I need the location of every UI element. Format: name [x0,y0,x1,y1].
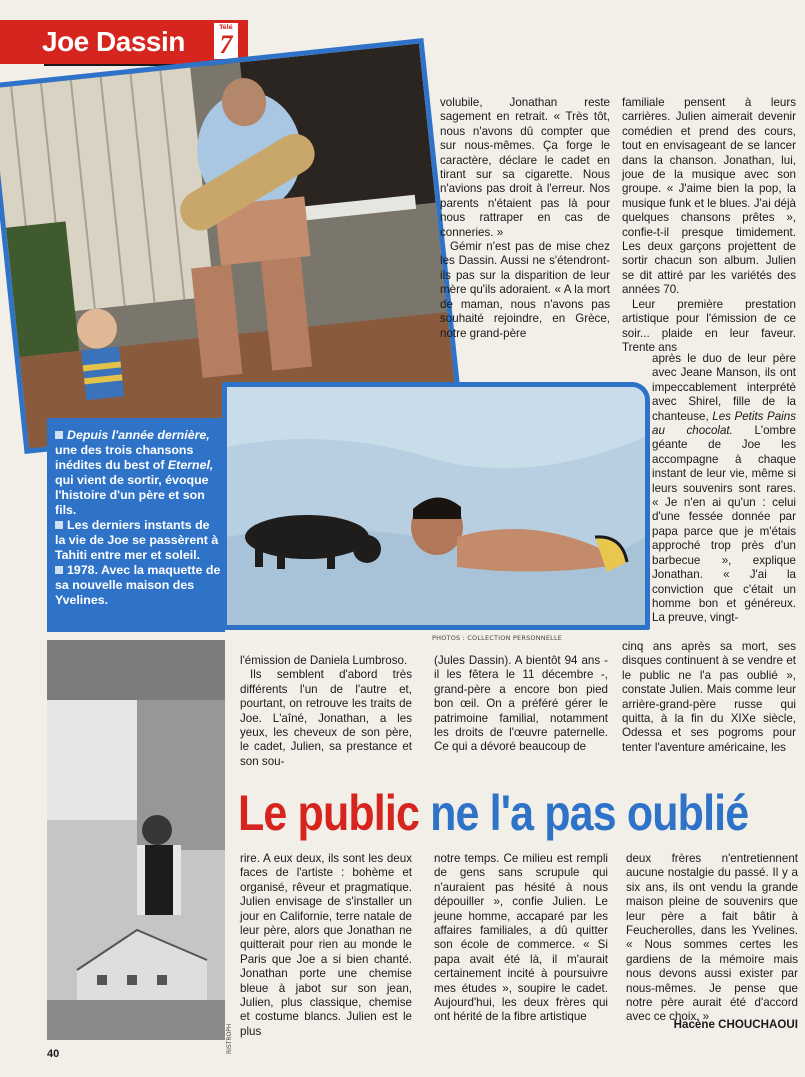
paragraph: l'émission de Daniela Lumbroso. [240,654,408,667]
paragraph: familiale pensent à leurs carrières. Julien aimerait devenir comédien et prend des cours, tout en envisageant de se lancer dans la chanson. Jonathan, lui, joue de la musique avec son groupe. « J'aime bien la pop, la musique funk et le blues. J'ai déjà quelques chansons prêtes », confie-t-il presque timidement. Les deux garçons projettent de sortir chacun son album. Julien se dit attiré par les variétés des années 70. [622,96,796,297]
article-column-right-wide [622,640,796,760]
logo-digit: 7 [219,30,233,59]
headline [238,782,749,844]
paragraph: cinq ans après sa mort, ses disques continuent à se vendre et le public ne l'a pas oublié », constate Julien. Mais comme leur arrière-grand-père russe qui quitta, à la fin du XIXe siècle, Odessa et ses pogroms pour tenter l'aventure américaine, les [622,640,796,754]
text-run: après le duo de leur père avec Jeane Manson, ils ont impeccablement interprété avec Shirel, fille de la chanteuse, [652,352,796,423]
article-column-middle-left [240,654,412,774]
article-column-middle-middle [434,654,608,774]
square-bullet-icon [55,431,63,439]
caption-text: Les derniers instants de la vie de Joe se passèrent à Tahiti entre mer et soleil. [55,518,219,562]
paragraph [652,352,796,626]
caption-3 [55,563,221,608]
photo-house-model [47,640,225,1040]
paragraph: volubile, Jonathan reste sagement en retrait. « Très tôt, nous n'avons dû compter que sur nous-mêmes. Ça forge le caractère, déclare le cadet en tirant sur sa cigarette. Nous n'avions pas droit à l'erreur. Nos parents n'étaient pas là pour nous rattraper en cas de conneries. » [440,96,610,239]
article-column-top-middle [440,96,610,396]
paragraph: (Jules Dassin). A bientôt 94 ans - il les fêtera le 11 décembre -, grand-père a encore bon pied bon œil. On a préféré gérer le patrimoine familial, notamment les droits de l'œuvre paternelle. Ce qui a dévoré beaucoup de [434,654,608,754]
section-title: Joe Dassin [42,26,185,57]
pool-scene-illustration [227,387,645,625]
caption-text: une des trois chansons inédites du best of [55,443,194,472]
paragraph: Gémir n'est pas de mise chez les Dassin. Aussi ne s'étendront-ils pas sur la disparition de leur mère qu'ils adoraient. « A la mort de maman, nous n'avons pas souhaité rejoindre, en Grèce, notre grand-père [440,240,610,340]
paragraph: rire. A eux deux, ils sont les deux faces de l'artiste : bohème et organisé, rêveur et pragmatique. Julien envisage de s'installer un jour en Californie, terre natale de leur père, alors que Jonathan ne quitterait pour rien au monde le Paris que Joe a si bien chanté. Jonathan porte une chemise bleue à jabot sur son jean, Julien, plus classique, chemise et costume blancs. Julien est le plus [240,852,412,1038]
text-run: L'ombre géante de Joe les accompagne à chaque instant de leur vie, même si leurs souvenirs sont rares. « Je n'en ai qu'un : celui d'une fessée donnée par papa parce que je m'étais approché trop près d'un barbecue », explique Jonathan. « J'ai la conviction que c'était un homme bon et généreux. La preuve, vingt- [652,424,796,625]
headline-part-red: Le public [238,785,420,841]
headline-part-blue: ne l'a pas oublié [430,785,749,841]
caption-italic: Eternel, [167,458,214,472]
house-scene-illustration [47,640,225,1040]
paragraph: Leur première prestation artistique pour l'émission de ce soir... plaide en leur faveur. Trente ans [622,297,796,354]
article-column-bottom-left [240,852,412,1042]
song-title: Les Petits Pains au chocolat. [652,409,796,438]
caption-text: 1978. Avec la maquette de sa nouvelle maison des Yvelines. [55,563,221,607]
caption-italic: Depuis l'année dernière, [67,428,210,442]
photo-credit-vertical: RISTROPH [226,1023,233,1054]
square-bullet-icon [55,521,63,529]
logo-word: Télé [219,24,233,31]
photo-credit: PHOTOS : COLLECTION PERSONNELLE [432,634,563,642]
caption-2 [55,518,221,563]
article-column-bottom-right [626,852,798,1024]
photo-pool-dog [222,382,650,630]
page-number: 40 [47,1048,60,1060]
article-column-top-right [622,96,796,354]
paragraph: Ils semblent d'abord très différents l'un de l'autre et, pourtant, on retrouve les traits de Joe. L'aîné, Jonathan, a les yeux, les cheveux de son père, le cadet, Julien, sa prestance et son sou- [240,668,412,768]
caption-text: qui vient de sortir, évoque l'histoire d'un père et son fils. [55,473,209,517]
photo-captions [55,428,221,628]
article-column-bottom-middle [434,852,608,1042]
square-bullet-icon [55,566,63,574]
author-byline: Hacène CHOUCHAOUI [673,1018,798,1031]
paragraph: notre temps. Ce milieu est rempli de gens sans scrupule qui n'auraient pas hésité à nous dépouiller », confie Julien. Le jeune homme, accaparé par les affaires familiales, a dû quitter son école de commerce. « Si papa avait été là, il m'aurait certainement incité à poursuivre mes études », soupire le cadet. Aujourd'hui, les deux frères qui ont hérité de la fibre artistique [434,852,608,1024]
paragraph: deux frères n'entretiennent aucune nostalgie du passé. Il y a six ans, ils ont vendu la grande maison pleine de souvenirs que leur père a fait bâtir à Feucherolles, dans les Yvelines. « Nous sommes certes les gardiens de la mémoire mais nous devons aussi exister par nous-mêmes. Je pense que notre père aurait été d'accord avec ce choix. » [626,852,798,1024]
article-column-right-narrow [652,352,796,642]
caption-1 [55,428,221,518]
